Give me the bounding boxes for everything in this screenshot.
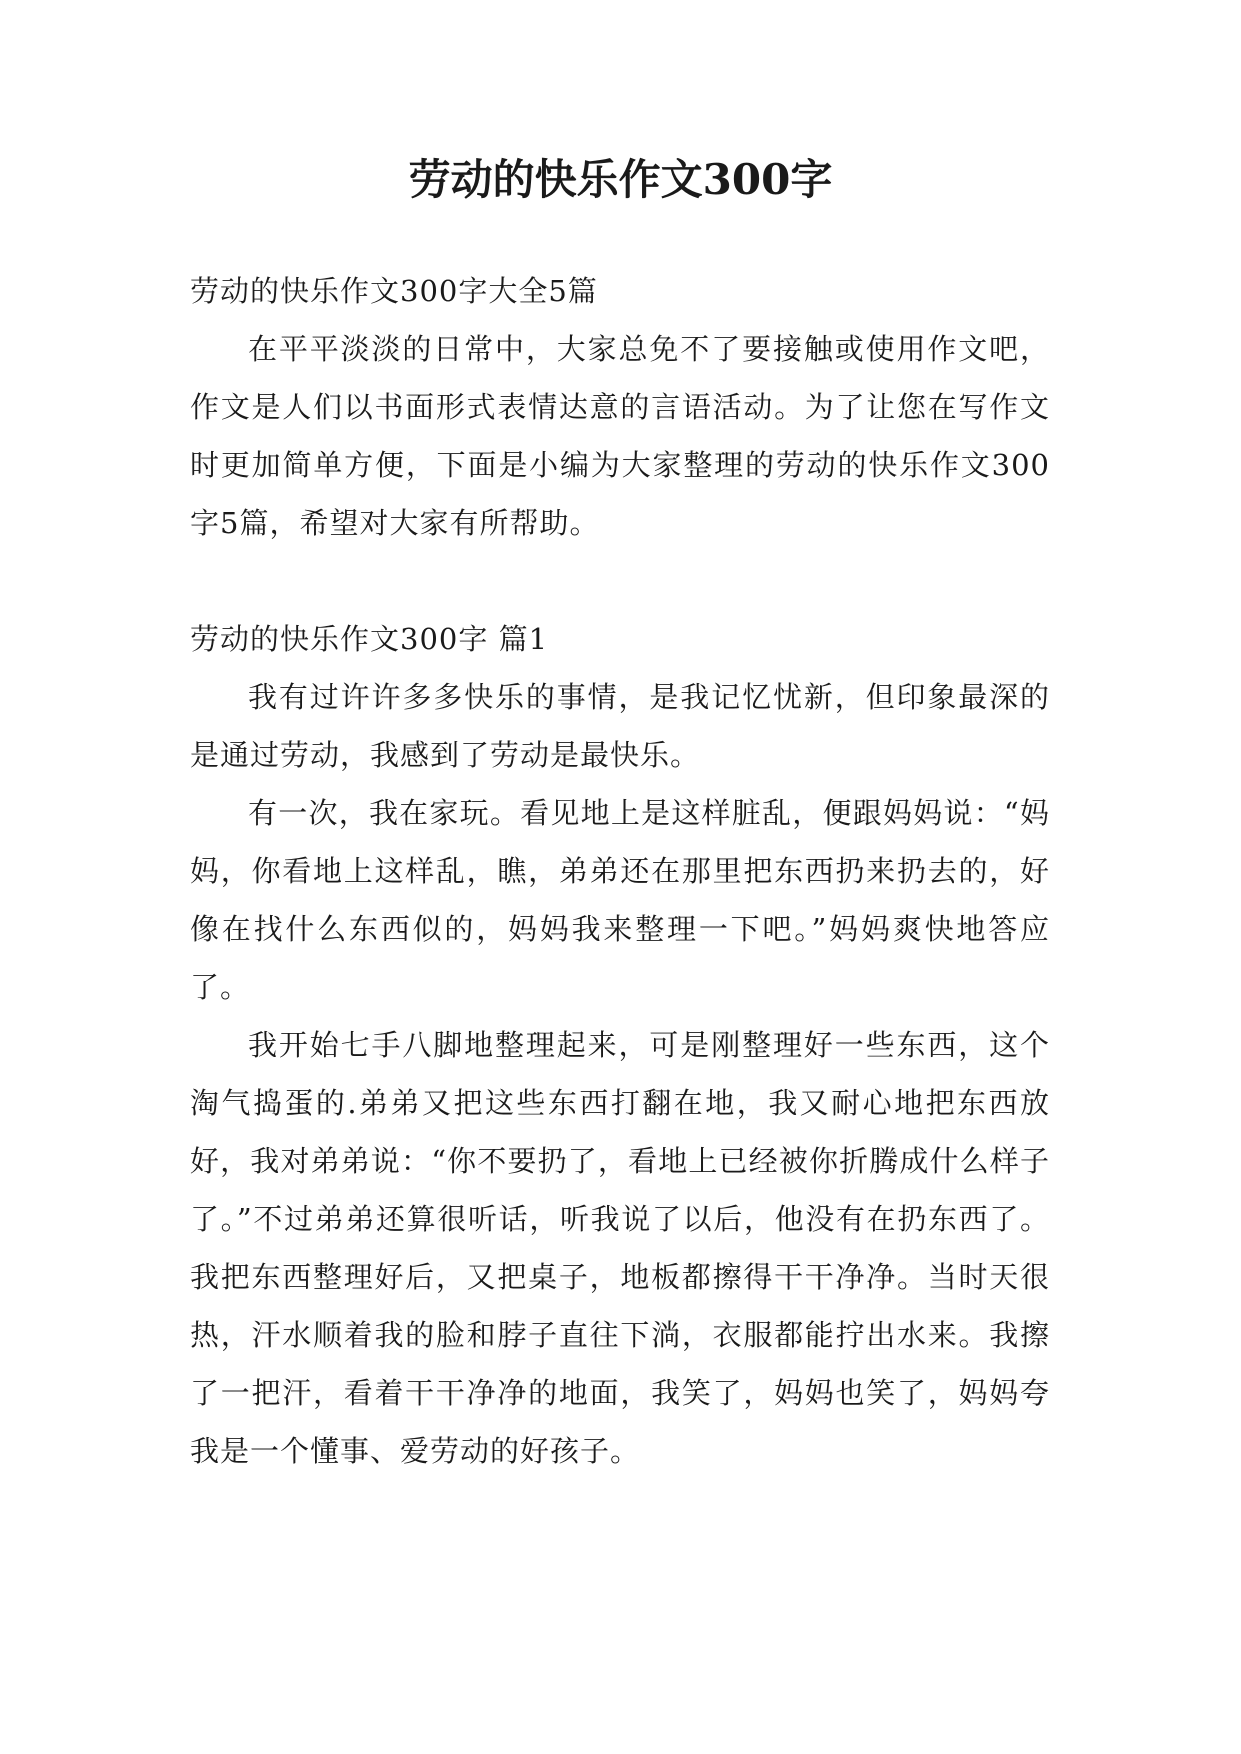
body-paragraph: 有一次，我在家玩。看见地上是这样脏乱，便跟妈妈说：“妈妈，你看地上这样乱，瞧，弟弟还在那里把东西扔来扔去的，好像在找什么东西似的，妈妈我来整理一下吧。”妈妈爽快地答应了。 — [190, 796, 1050, 1004]
document-body — [190, 262, 1050, 1480]
section-heading: 劳动的快乐作文300字 篇1 — [190, 622, 549, 656]
intro-paragraph: 在平平淡淡的日常中，大家总免不了要接触或使用作文吧，作文是人们以书面形式表情达意的言语活动。为了让您在写作文时更加简单方便，下面是小编为大家整理的劳动的快乐作文300字5篇，希望对大家有所帮助。 — [190, 332, 1050, 540]
body-paragraph: 我有过许许多多快乐的事情，是我记忆忧新，但印象最深的是通过劳动，我感到了劳动是最快乐。 — [190, 680, 1050, 772]
document-subtitle: 劳动的快乐作文300字大全5篇 — [190, 274, 598, 308]
document-title: 劳动的快乐作文300字 — [408, 155, 833, 204]
body-paragraph: 我开始七手八脚地整理起来，可是刚整理好一些东西，这个淘气捣蛋的.弟弟又把这些东西打翻在地，我又耐心地把东西放好，我对弟弟说：“你不要扔了，看地上已经被你折腾成什么样子了。”不过弟弟还算很听话，听我说了以后，他没有在扔东西了。我把东西整理好后，又把桌子，地板都擦得干干净净。当时天很热，汗水顺着我的脸和脖子直往下淌，衣服都能拧出水来。我擦了一把汗，看着干干净净的地面，我笑了，妈妈也笑了，妈妈夸我是一个懂事、爱劳动的好孩子。 — [190, 1028, 1050, 1468]
section-spacer — [190, 552, 1050, 610]
